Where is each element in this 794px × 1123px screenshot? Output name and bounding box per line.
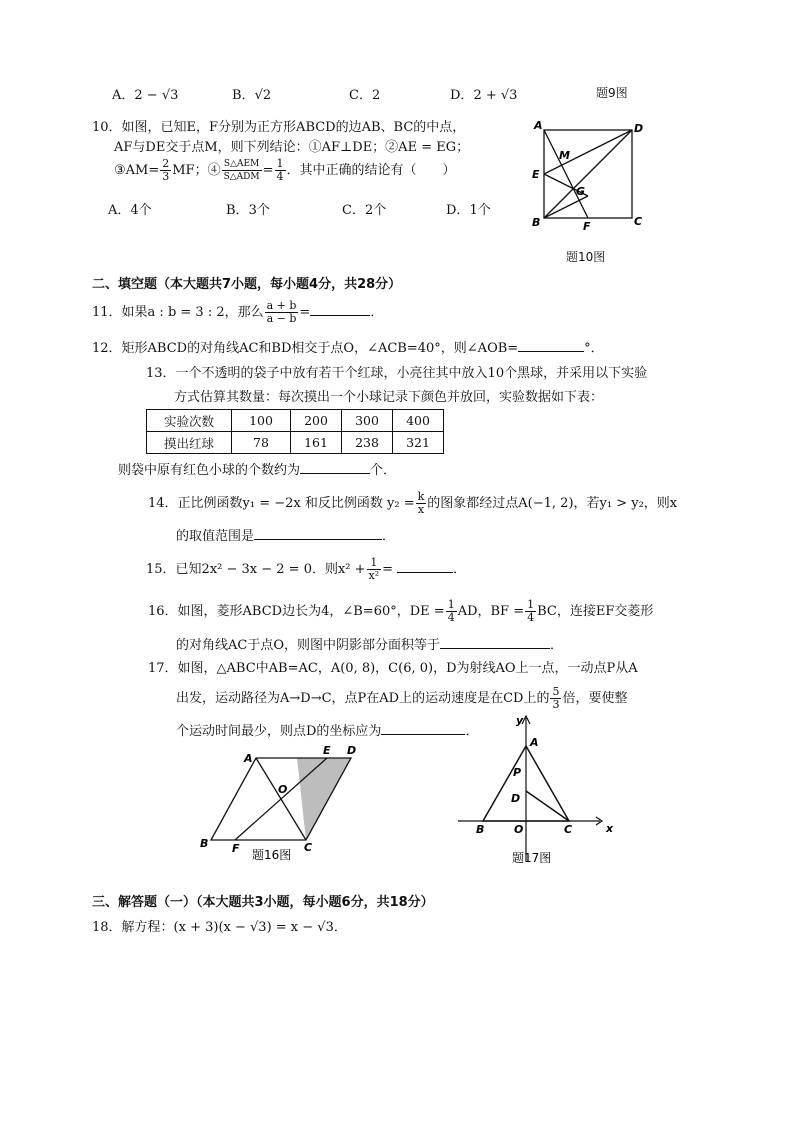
q13-line2: 方式估算其数量：每次摸出一个小球记录下颜色并放回，实验数据如下表： <box>174 390 604 405</box>
q17-line1: 17．如图，△ABC中AB=AC，A(0, 8)，C(6, 0)，D为射线AO上一点，一动点P从A <box>148 661 638 676</box>
q10-number: 10． <box>92 120 122 135</box>
fig17-label-o: O <box>514 823 524 836</box>
table-cell: 100 <box>232 410 291 432</box>
table-row <box>147 432 444 454</box>
q10-option-b: B．3个 <box>226 203 270 218</box>
fig10-line-ed <box>544 130 632 174</box>
fig16-label-o: O <box>278 783 288 796</box>
question-15: 15．已知2x² − 3x − 2 = 0．则x² + $\frac{1}{\text{x²}}$ = ． <box>146 556 467 582</box>
fig16-caption: 题16图 <box>252 848 292 862</box>
q9-option-a: A．2 − √3 <box>112 88 179 103</box>
fig10-label-m: M <box>559 149 570 162</box>
q12-answer-blank[interactable] <box>518 339 584 352</box>
section-2-heading: 二、填空题（本大题共7小题，每小题4分，共28分） <box>92 277 402 292</box>
q17-line3: 个运动时间最少，则点D的坐标应为 ． <box>176 724 479 739</box>
question-16: 16．如图，菱形ABCD边长为4，∠B=60°，DE = $\frac{1}{4}$ AD，BF = $\frac{1}{4}$ BC，连接EF交菱形 <box>148 598 654 624</box>
figure-17 <box>456 712 616 872</box>
fig17-line-dc <box>526 791 569 821</box>
table-cell: 实验次数 <box>147 410 232 432</box>
fig10-label-c: C <box>634 215 643 228</box>
fig16-label-b: B <box>200 837 209 850</box>
question-11: 11．如果a : b = 3 : 2，那么 $\frac{a + b}{a - b}$ = ． <box>92 299 384 325</box>
fig16-label-d: D <box>347 744 357 757</box>
q17-line2: 出发，运动路径为A→D→C，点P在AD上的运动速度是在CD上的 $\frac{5}{3}$ 倍，要使整 <box>176 685 628 711</box>
q10-line2: AF与DE交于点M，则下列结论：①AF⊥DE；②AE = EG； <box>114 140 470 155</box>
fig17-label-y: y <box>516 714 524 727</box>
fig17-label-b: B <box>476 823 485 836</box>
fig9-caption: 题9图 <box>596 86 628 100</box>
table-cell: 300 <box>342 410 393 432</box>
q11-answer-blank[interactable] <box>310 303 370 316</box>
fig10-label-e: E <box>532 168 540 181</box>
q10-line3: ③AM= $\frac{2}{3}$ MF；④ $\frac{\text{S△AEM}}{\text{S△ADM}}$ = $\frac{1}{4}$ ．其中正确的结论有（ ） <box>114 157 456 183</box>
fig10-label-f: F <box>583 220 591 233</box>
q9-option-d: D．2 + √3 <box>450 88 518 103</box>
q13-data-table <box>146 409 444 454</box>
q16-answer-blank[interactable] <box>440 636 550 649</box>
table-cell: 238 <box>342 432 393 454</box>
fig17-caption: 题17图 <box>512 851 552 865</box>
question-17 <box>148 659 638 679</box>
figure-16 <box>196 744 366 864</box>
table-cell: 161 <box>291 432 342 454</box>
fig17-label-x: x <box>606 822 614 835</box>
fig17-label-d: D <box>511 792 521 805</box>
q10-option-a: A．4个 <box>108 203 152 218</box>
table-cell: 摸出红球 <box>147 432 232 454</box>
q10-line1: 如图，已知E，F分别为正方形ABCD的边AB、BC的中点， <box>121 120 466 135</box>
q15-answer-blank[interactable] <box>397 560 453 573</box>
table-cell: 400 <box>393 410 444 432</box>
figure-10 <box>528 118 648 236</box>
question-10 <box>92 118 512 184</box>
q13-line1: 13．一个不透明的袋子中放有若干个红球，小亮往其中放入10个黑球，并采用以下实验 <box>146 366 648 381</box>
fig16-label-c: C <box>304 841 313 854</box>
fig16-label-f: F <box>232 842 240 855</box>
question-13 <box>146 364 647 408</box>
question-12: 12．矩形ABCD的对角线AC和BD相交于点O，∠ACB=40°，则∠AOB= °． <box>92 341 604 356</box>
fig10-line-bg <box>544 196 588 218</box>
section-3-heading: 三、解答题（一）（本大题共3小题，每小题6分，共18分） <box>92 895 434 910</box>
q16-line2: 的对角线AC于点O，则图中阴影部分面积等于 ． <box>176 638 564 653</box>
fig10-label-a: A <box>534 119 543 132</box>
fig17-label-c: C <box>564 823 573 836</box>
q13-answer-blank[interactable] <box>300 461 370 474</box>
fig10-label-g: G <box>576 185 586 198</box>
fig10-label-d: D <box>634 122 644 135</box>
fig10-caption: 题10图 <box>566 250 606 264</box>
fig16-shaded-region <box>297 758 351 840</box>
q9-option-c: C．2 <box>349 88 381 103</box>
table-cell: 200 <box>291 410 342 432</box>
q14-answer-blank[interactable] <box>254 527 382 540</box>
question-18: 18．解方程：(x + 3)(x − √3) = x − √3． <box>92 920 347 935</box>
table-cell: 78 <box>232 432 291 454</box>
fig10-line-bd <box>544 130 632 218</box>
q9-options <box>112 86 532 106</box>
q10-options <box>108 201 528 221</box>
fig10-line-af <box>544 130 588 218</box>
q17-answer-blank[interactable] <box>381 722 465 735</box>
fig17-label-p: P <box>513 766 522 779</box>
q14-line2: 的取值范围是 ． <box>176 529 396 544</box>
q9-option-b: B．√2 <box>232 88 272 103</box>
table-cell: 321 <box>393 432 444 454</box>
fig10-label-b: B <box>532 216 541 229</box>
q13-line3: 则袋中原有红色小球的个数约为 个． <box>118 463 397 478</box>
question-14: 14．正比例函数y₁ = −2x 和反比例函数 y₂ = $\frac{k}{x}$ 的图象都经过点A(−1, 2)，若y₁ > y₂，则x <box>148 490 678 516</box>
fig17-label-a: A <box>530 736 539 749</box>
fig16-label-e: E <box>323 744 331 757</box>
q10-option-d: D．1个 <box>446 203 491 218</box>
table-row <box>147 410 444 432</box>
q10-option-c: C．2个 <box>342 203 387 218</box>
fig16-label-a: A <box>244 752 253 765</box>
